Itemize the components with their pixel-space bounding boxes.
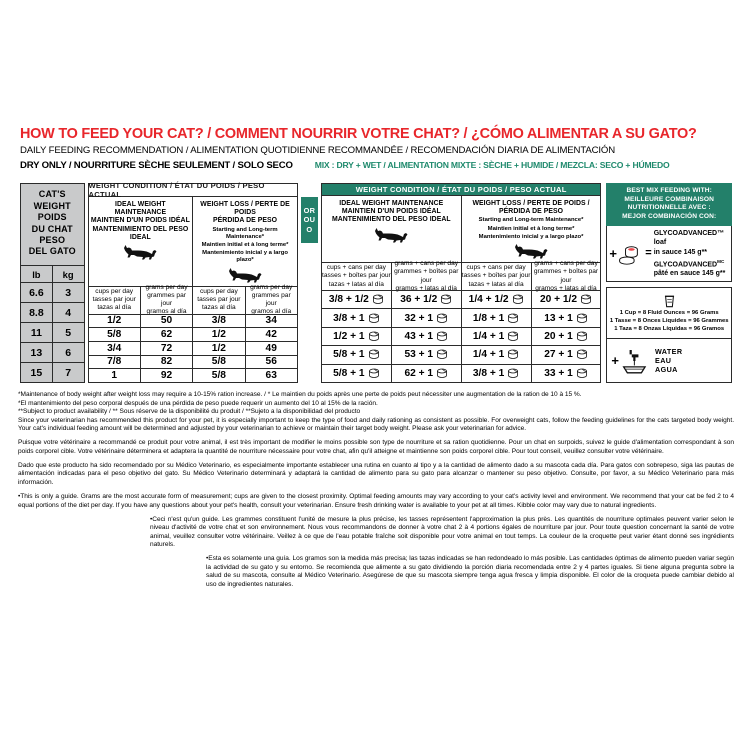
dry-loss-cups: 3/8 — [192, 315, 244, 328]
can-icon — [368, 331, 380, 342]
page-title: HOW TO FEED YOUR CAT? / COMMENT NOURRIR VOTRE CHAT? / ¿CÓMO ALIMENTAR A SU GATO? — [20, 126, 697, 142]
footnote-5-es: Dado que este producto ha sido recomendado por su Médico Veterinario, es especialmente importante establecer una rutina en cuanto al tipo y a la cantidad de alimento dado a su mascota cada día. Para gatos con sobrepeso, siga las pautas de alimentación indicadas para el peso objetivo del gato. Su Médico Veterinario determinará y adaptará la cantidad de alimento para su gato para alcanzar o mantener su peso objetivo. Consulte, por favor, a su Médico Veterinario para más información. — [18, 461, 734, 486]
cat-silhouette-icon — [122, 244, 158, 261]
dry-loss-l1: WEIGHT LOSS / PERTE DE POIDS — [200, 201, 290, 217]
water-labels — [655, 347, 682, 375]
can-icon — [440, 294, 452, 305]
can-icon — [368, 313, 380, 324]
dry-ideal-l2: MAINTIEN D'UN POIDS IDÉAL — [90, 217, 190, 225]
mix-feeding-block — [321, 183, 601, 383]
footnote-bullet-es-block — [18, 555, 734, 589]
cell-lb: 15 — [21, 363, 53, 382]
table-row — [89, 355, 297, 369]
dry-only-block — [88, 183, 298, 383]
footnote-bullet-en-block — [18, 493, 734, 510]
mix-loss-grams: 20 + 1/2 — [531, 291, 601, 308]
footnote-es-block — [18, 462, 734, 488]
can-icon — [436, 349, 448, 360]
header-block — [20, 126, 732, 172]
table-row — [322, 345, 600, 363]
mix-ideal-condition — [322, 196, 461, 290]
water-fr: EAU — [655, 355, 672, 365]
cat-silhouette-icon — [513, 243, 549, 260]
bmh-l4: MEJOR COMBINACIÓN CON: — [622, 212, 717, 220]
dry-loss-cups-unit: cups per day tasses par jour tazas al día — [197, 287, 241, 312]
cell-lb: 11 — [21, 323, 53, 342]
dry-loss-l3: Starting and Long-term Maintenance* — [212, 226, 278, 240]
mix-ideal-grams: 43 + 1 — [391, 328, 461, 345]
cup-conv-es: 1 Taza = 8 Onzas Líquidas = 96 Gramos — [614, 325, 725, 332]
dry-loss-grams: 63 — [245, 369, 297, 382]
mix-loss-cups: 3/8 + 1 — [461, 365, 531, 382]
footnote-4-fr: Puisque votre vétérinaire a recommandé ce produit pour votre animal, il est très important de modifier le moins possible son type de nourriture et sa ration quotidienne. Pour un chat en surpoids, suivez le guide d'alimentation correspondant à son poids corporel cible. Votre vétérinaire déterminera et adaptera la quantité de nourriture nécessaire pour votre chat, afin qu'il atteigne et maintienne son poids corporel cible. Pour tout conseil, veuillez consulter votre vétérinaire. — [18, 439, 734, 455]
can-icon — [507, 368, 519, 379]
cw-l2: WEIGHT — [33, 200, 71, 211]
bmh-l3: NUTRITIONNELLE AVEC : — [627, 204, 711, 212]
mix-section-title: WEIGHT CONDITION / ÉTAT DU POIDS / PESO ACTUAL — [322, 184, 600, 196]
cw-l3: POIDS — [37, 212, 67, 223]
best-mix-panel — [606, 183, 732, 383]
can-icon — [436, 331, 448, 342]
mix-loss-grams: 20 + 1 — [531, 328, 601, 345]
footnote-1-en: *Maintenance of body weight after weight loss may require a 10-15% ration increase. / * Le maintien du poids après une perte de poids peut nécessiter une augmentation de la ration de 10 à 15 %. — [18, 391, 582, 398]
dry-ideal-condition — [89, 197, 193, 314]
cats-weight-column — [20, 183, 85, 383]
can-icon — [507, 313, 519, 324]
cup-conv-fr: 1 Tasse = 8 Onces Liquides = 96 Grammes — [609, 317, 729, 324]
glyco-l4: pâté en sauce 145 g** — [653, 270, 726, 278]
mix-loss-cups-unit: cups + cans per day tasses + boîtes par jour tazas + latas al día — [461, 264, 531, 288]
table-row — [21, 322, 84, 342]
unit-kg: kg — [62, 268, 74, 280]
can-icon — [512, 294, 524, 305]
dry-loss-cups: 5/8 — [192, 369, 244, 382]
or-en: OR — [303, 205, 316, 215]
dry-ideal-cups: 1/2 — [107, 315, 122, 327]
table-row — [89, 314, 297, 328]
dry-ideal-cups: 5/8 — [107, 329, 122, 341]
table-row — [21, 282, 84, 302]
cup-conversion-text — [610, 309, 729, 334]
mode-dry-label: DRY ONLY / NOURRITURE SÈCHE SEULEMENT / SOLO SECO — [20, 160, 293, 171]
cell-lb: 8.8 — [21, 303, 53, 322]
cell-kg: 7 — [65, 366, 72, 379]
dry-loss-grams: 49 — [245, 342, 297, 355]
mix-ideal-grams: 62 + 1 — [391, 365, 461, 382]
dry-ideal-grams: 92 — [140, 369, 192, 382]
footnote-7-fr: •Ceci n'est qu'un guide. Les grammes constituent l'unité de mesure la plus précise, les tasses représentent l'approximation la plus près. Les quantités de nourriture optimales peuvent varier selon le niveau d'activité de votre chat et son environnement. Nous vous recommandons de donner à votre chat 2 à 4 portions égales de nourriture par jour. Pour toute question concernant la santé de votre animal, veuillez consulter votre vétérinaire. Veillez à ce que de l'eau potable fraîche soit disponible pour votre animal en tout temps. La couleur de la croquette peut varier étant donné ses ingrédients naturels. — [150, 515, 734, 549]
mix-ideal-cups: 5/8 + 1 — [322, 346, 391, 363]
table-row — [21, 302, 84, 322]
table-row — [89, 327, 297, 341]
bmh-l1: BEST MIX FEEDING WITH: — [626, 187, 712, 194]
mix-loss-grams: 27 + 1 — [531, 346, 601, 363]
table-row — [322, 308, 600, 326]
glycoadvanced-text — [654, 229, 728, 278]
dry-ideal-cups: 7/8 — [107, 356, 122, 368]
mix-ideal-grams: 53 + 1 — [391, 346, 461, 363]
mix-condition-headers — [322, 196, 600, 290]
water-bowl-tap-icon — [619, 347, 649, 375]
mix-loss-cups: 1/4 + 1/2 — [461, 291, 531, 308]
dry-loss-grams: 42 — [245, 328, 297, 341]
dry-ideal-l1: IDEAL WEIGHT MAINTENANCE — [114, 201, 167, 217]
water-box — [606, 339, 732, 383]
table-row — [322, 327, 600, 345]
glyco-l1: GLYCOADVANCED™ loaf — [653, 230, 725, 247]
cats-weight-header — [21, 184, 84, 265]
or-separator-badge — [301, 197, 318, 243]
measuring-cup-icon — [663, 294, 676, 309]
mix-loss-l4: Maintien initial et à long terme* — [487, 225, 575, 232]
table-row — [21, 342, 84, 362]
can-icon — [507, 331, 519, 342]
cat-silhouette-icon — [227, 267, 263, 284]
dry-ideal-grams: 82 — [140, 356, 192, 369]
footnote-fr-block — [18, 439, 734, 456]
dry-loss-units — [193, 283, 297, 316]
dry-ideal-cups: 1 — [111, 370, 118, 382]
cw-l4: DU CHAT — [31, 223, 73, 234]
weight-values — [21, 282, 84, 382]
bmh-l2: MEILLEURE COMBINAISON — [624, 195, 715, 203]
mix-loss-l1: WEIGHT LOSS / PERTE DE POIDS / PÉRDIDA DE PESO — [472, 199, 590, 216]
best-mix-header — [606, 183, 732, 226]
mix-ideal-grams: 32 + 1 — [391, 309, 461, 326]
dry-ideal-units — [89, 283, 193, 316]
cell-kg: 4 — [65, 306, 72, 319]
page-subtitle: DAILY FEEDING RECOMMENDATION / ALIMENTATION QUOTIDIENNE RECOMMANDÉE / RECOMENDACIÓN DIARIA DE ALIMENTACIÓN — [20, 145, 615, 156]
mix-loss-l5: Mantenimiento inicial y a largo plazo* — [478, 233, 584, 240]
dry-ideal-l3: MANTENIMIENTO DEL PESO IDEAL — [92, 225, 189, 241]
mix-ideal-cups: 3/8 + 1/2 — [322, 291, 391, 308]
cw-l6: DEL GATO — [28, 246, 76, 257]
dry-ideal-grams: 50 — [140, 315, 192, 328]
plus-sign: + — [609, 246, 617, 262]
mix-loss-cups: 1/4 + 1 — [461, 328, 531, 345]
mix-loss-cups: 1/4 + 1 — [461, 346, 531, 363]
mix-ideal-cups-unit: cups + cans per day tasses + boîtes par jour tazas + latas al día — [322, 264, 391, 288]
table-row — [21, 362, 84, 382]
dry-loss-grams-unit: grams per day grammes par jour gramos al día — [245, 287, 297, 314]
can-icon — [436, 368, 448, 379]
dry-ideal-cups-unit: cups per day tasses par jour tazas al día — [92, 287, 136, 312]
can-icon — [436, 313, 448, 324]
footnotes — [18, 391, 734, 589]
can-icon — [576, 331, 588, 342]
feeding-mode-line — [20, 159, 732, 172]
mix-ideal-l3: MANTENIMIENTO DEL PESO IDEAL — [331, 216, 451, 224]
mix-ideal-grams-unit: grams + cans per day grammes + boîtes par jour gramos + latas al día — [391, 263, 461, 290]
footnote-3-en: Since your veterinarian has recommended this product for your pet, it is especially important to keep the type of food and daily rationing as consistent as possible. For overweight cats, follow the feeding guidelines for the cats targeted body weight. Your cat's individual feeding amount will be determined and adjusted by your veterinarian to achieve or maintain their target body weight. Please ask your veterinarian for advice. — [18, 416, 734, 433]
dry-section-title: WEIGHT CONDITION / ÉTAT DU POIDS / PESO ACTUAL — [89, 184, 297, 197]
mix-loss-grams-unit: grams + cans per day grammes + boîtes par jour gramos + latas al día — [531, 263, 601, 290]
can-icon — [507, 349, 519, 360]
or-fr: OU — [303, 215, 316, 225]
mix-loss-units — [461, 259, 601, 292]
water-en: WATER — [655, 346, 683, 356]
dry-loss-l5: Mantenimiento inicial y a largo plazo* — [202, 250, 288, 264]
table-row — [89, 368, 297, 382]
glycoadvanced-row — [606, 226, 732, 282]
mix-ideal-units — [322, 259, 461, 292]
cell-kg: 5 — [65, 326, 72, 339]
equals-sign: = — [645, 247, 652, 260]
mix-loss-cups: 1/8 + 1 — [461, 309, 531, 326]
plus-sign-water: + — [611, 353, 619, 369]
dry-condition-headers — [89, 197, 297, 314]
can-icon — [368, 368, 380, 379]
glyco-l3: GLYCOADVANCED — [653, 261, 718, 269]
footnote-2: **Subject to product availability / ** Sous réserve de la disponibilité du produit / **Sujeto a la disponibilidad del producto — [18, 408, 361, 416]
mix-ideal-l1: IDEAL WEIGHT MAINTENANCE — [339, 199, 444, 207]
mode-mix-label: MIX : DRY + WET / ALIMENTATION MIXTE : SÈCHE + HUMIDE / MEZCLA: SECO + HÚMEDO — [314, 160, 670, 170]
dry-loss-cups: 1/2 — [192, 342, 244, 355]
footnote-1-es: *El mantenimiento del peso corporal después de una pérdida de peso puede requerir un aumento del 10 al 15% de la ración. — [18, 399, 378, 407]
dry-loss-grams: 56 — [245, 356, 297, 369]
can-icon — [368, 349, 380, 360]
cup-conv-en: 1 Cup = 8 Fluid Ounces = 96 Grams — [619, 309, 719, 316]
cup-conversion-box — [606, 287, 732, 339]
footnote-6-en: •This is only a guide. Grams are the most accurate form of measurement; cups are given to the closest proximity. Optimal feeding amounts may vary according to your cat's activity level and environment. We recommend that your cat be fed 2 to 4 equal portions of the diet per day. If you have any questions about your pet's health, consult your veterinarian. Ensure fresh drinking water is available to your pet at all times. Kibble color may vary due to natural ingredients. — [18, 492, 734, 509]
can-icon — [576, 313, 588, 324]
dry-loss-cups: 1/2 — [192, 328, 244, 341]
dry-ideal-grams: 62 — [140, 328, 192, 341]
mix-ideal-l2: MAINTIEN D'UN POIDS IDÉAL — [341, 208, 441, 216]
cell-lb: 6.6 — [21, 283, 53, 302]
dry-ideal-grams: 72 — [140, 342, 192, 355]
mix-ideal-grams: 36 + 1/2 — [391, 291, 461, 308]
table-row — [89, 341, 297, 355]
can-icon — [372, 294, 384, 305]
mix-ideal-cups: 5/8 + 1 — [322, 365, 391, 382]
mix-loss-grams: 13 + 1 — [531, 309, 601, 326]
glyco-l2: in sauce 145 g** — [653, 248, 708, 256]
feeding-table — [20, 183, 732, 383]
mix-loss-condition — [461, 196, 601, 290]
dry-ideal-cups: 3/4 — [107, 342, 122, 354]
footnote-asterisk-block — [18, 391, 734, 434]
cat-silhouette-icon — [373, 227, 409, 244]
mix-ideal-cups: 1/2 + 1 — [322, 328, 391, 345]
mix-loss-grams: 33 + 1 — [531, 365, 601, 382]
footnote-8-es: •Esta es solamente una guía. Los gramos son la medida más precisa; las tazas indicadas se han redondeado lo más posible. Las cantidades óptimas de alimento pueden variar según la actividad de su gato y su entorno. Se recomienda que alimente a su gato dividiendo la porción diaria recomendada entre 2 y 4 partes iguales. Si tiene alguna pregunta sobre la salud de su mascota, consulte al Médico Veterinario. Asegúrese de que su mascota siempre tenga agua fresca y limpia disponible. El color de la croqueta puede cambiar debido al uso de ingredientes naturales. — [206, 555, 734, 588]
can-icon — [576, 368, 588, 379]
cw-l1: CAT'S — [38, 189, 66, 200]
wet-food-can-icon — [617, 239, 643, 269]
dry-loss-condition — [192, 197, 297, 314]
cell-lb: 13 — [21, 343, 53, 362]
table-row — [322, 364, 600, 382]
mix-ideal-cups: 3/8 + 1 — [322, 309, 391, 326]
dry-loss-l4: Maintien initial et à long terme* — [201, 242, 289, 249]
footnote-bullet-fr-block — [18, 516, 734, 550]
mix-loss-l3: Starting and Long-term Maintenance* — [478, 217, 584, 224]
unit-lb: lb — [21, 266, 53, 282]
dry-loss-l2: PÉRDIDA DE PESO — [213, 217, 278, 225]
cw-l5: PESO — [39, 234, 66, 245]
glyco-l3-sup: MC — [717, 258, 725, 264]
dry-loss-cups: 5/8 — [192, 356, 244, 369]
cell-kg: 6 — [65, 346, 72, 359]
can-icon — [576, 349, 588, 360]
cell-kg: 3 — [65, 286, 72, 299]
weight-unit-headers — [21, 265, 84, 282]
water-es: AGUA — [655, 365, 678, 375]
dry-ideal-grams-unit: grams per day grammes par jour gramos al día — [140, 287, 192, 314]
dry-loss-grams: 34 — [245, 315, 297, 328]
can-icon — [580, 294, 592, 305]
table-row — [322, 290, 600, 308]
or-es: O — [306, 224, 313, 234]
